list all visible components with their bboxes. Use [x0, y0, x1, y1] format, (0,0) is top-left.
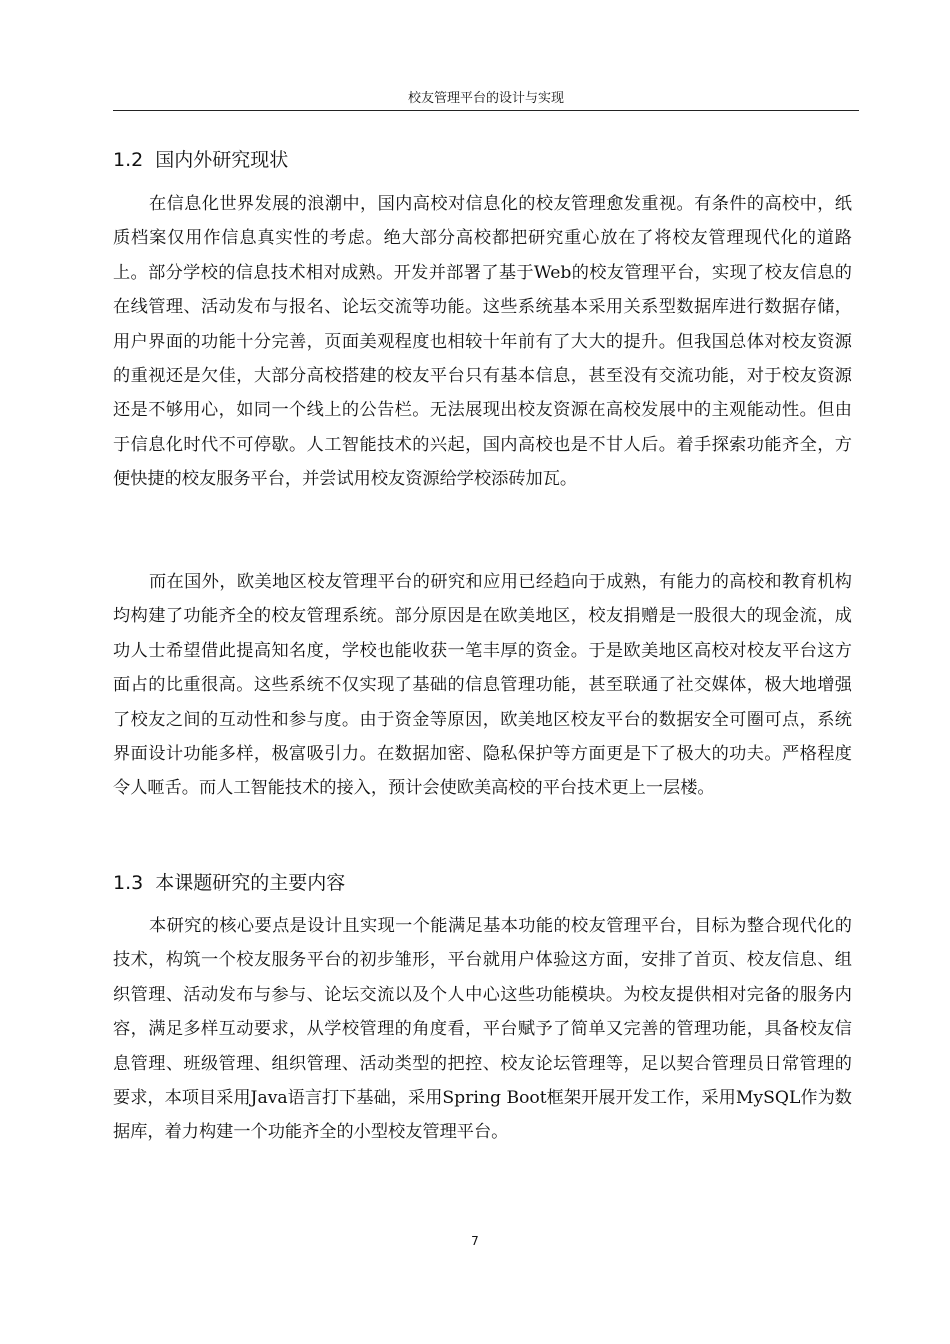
paragraph-foreign-research: 而在国外，欧美地区校友管理平台的研究和应用已经趋向于成熟，有能力的高校和教育机构均构建了功能齐全的校友管理系统。部分原因是在欧美地区，校友捐赠是一股很大的现金流，成功人士希望借此提高知名度，学校也能收获一笔丰厚的资金。于是欧美地区高校对校友平台这方面占的比重很高。这些系统不仅实现了基础的信息管理功能，甚至联通了社交媒体，极大地增强了校友之间的互动性和参与度。由于资金等原因，欧美地区校友平台的数据安全可圈可点，系统界面设计功能多样，极富吸引力。在数据加密、隐私保护等方面更是下了极大的功夫。严格程度令人咂舌。而人工智能技术的接入，预计会使欧美高校的平台技术更上一层楼。	[113, 572, 852, 799]
section-title: 本课题研究的主要内容	[155, 872, 346, 894]
section-title: 国内外研究现状	[155, 149, 289, 171]
paragraph-domestic-research: 在信息化世界发展的浪潮中，国内高校对信息化的校友管理愈发重视。有条件的高校中，纸质档案仅用作信息真实性的考虑。绝大部分高校都把研究重心放在了将校友管理现代化的道路上。部分学校的信息技术相对成熟。开发并部署了基于Web的校友管理平台，实现了校友信息的在线管理、活动发布与报名、论坛交流等功能。这些系统基本采用关系型数据库进行数据存储，用户界面的功能十分完善，页面美观程度也相较十年前有了大大的提升。但我国总体对校友资源的重视还是欠佳，大部分高校搭建的校友平台只有基本信息，甚至没有交流功能，对于校友资源还是不够用心，如同一个线上的公告栏。无法展现出校友资源在高校发展中的主观能动性。但由于信息化时代不可停歇。人工智能技术的兴起，国内高校也是不甘人后。着手探索功能齐全，方便快捷的校友服务平台，并尝试用校友资源给学校添砖加瓦。	[113, 194, 852, 490]
section-number: 1.3	[113, 872, 144, 894]
section-number: 1.2	[113, 149, 144, 171]
page-number: 7	[471, 1234, 479, 1248]
section-heading-1-2	[113, 148, 288, 172]
running-header-title: 校友管理平台的设计与实现	[407, 91, 564, 106]
running-header	[113, 92, 859, 111]
section-heading-1-3	[113, 871, 345, 895]
paragraph-main-content: 本研究的核心要点是设计且实现一个能满足基本功能的校友管理平台，目标为整合现代化的技术，构筑一个校友服务平台的初步雏形，平台就用户体验这方面，安排了首页、校友信息、组织管理、活动发布与参与、论坛交流以及个人中心这些功能模块。为校友提供相对完备的服务内容，满足多样互动要求，从学校管理的角度看，平台赋予了简单又完善的管理功能，具备校友信息管理、班级管理、组织管理、活动类型的把控、校友论坛管理等，足以契合管理员日常管理的要求，本项目采用Java语言打下基础，采用Spring Boot框架开展开发工作，采用MySQL作为数据库，着力构建一个功能齐全的小型校友管理平台。	[113, 916, 852, 1143]
